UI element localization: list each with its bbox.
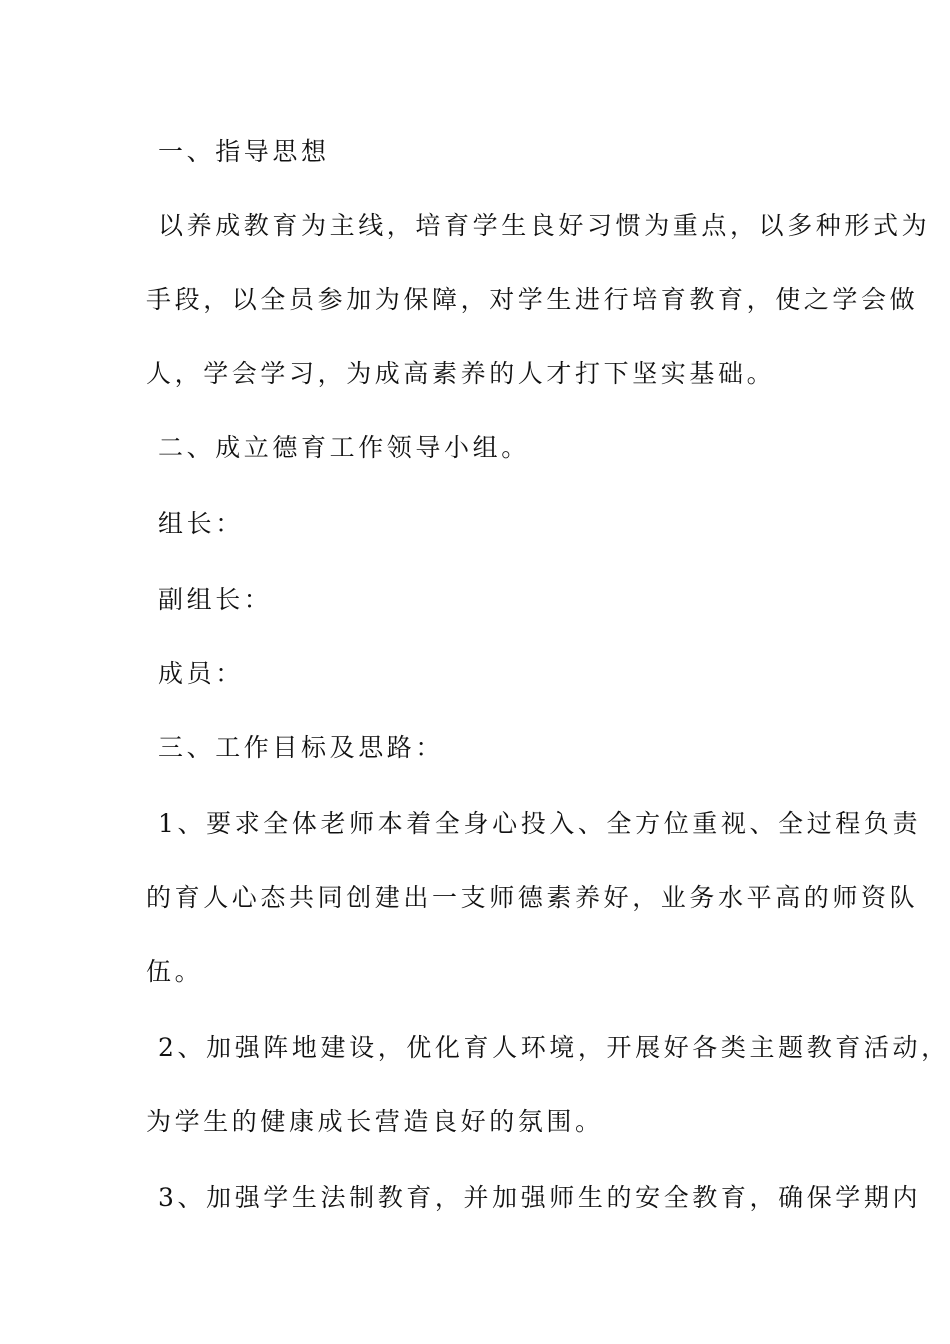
heading-leadership-group: 二、成立德育工作领导小组。 (158, 433, 530, 462)
paragraph-line: 1、要求全体老师本着全身心投入、全方位重视、全过程负责 (158, 809, 922, 838)
deputy-leader-label: 副组长： (158, 585, 273, 614)
heading-work-goals: 三、工作目标及思路： (158, 733, 445, 762)
paragraph-line: 人，学会学习，为成高素养的人才打下坚实基础。 (146, 359, 776, 388)
paragraph-line: 以养成教育为主线，培育学生良好习惯为重点，以多种形式为 (158, 211, 931, 240)
paragraph-line: 手段，以全员参加为保障，对学生进行培育教育，使之学会做 (146, 285, 919, 314)
heading-guiding-thought: 一、指导思想 (158, 137, 330, 166)
paragraph-line: 的育人心态共同创建出一支师德素养好，业务水平高的师资队 (146, 883, 919, 912)
members-label: 成员： (158, 659, 244, 688)
group-leader-label: 组长： (158, 509, 244, 538)
paragraph-line: 伍。 (146, 957, 204, 986)
paragraph-line: 2、加强阵地建设，优化育人环境，开展好各类主题教育活动， (158, 1033, 950, 1062)
paragraph-line: 3、加强学生法制教育，并加强师生的安全教育，确保学期内 (158, 1183, 922, 1212)
paragraph-line: 为学生的健康成长营造良好的氛围。 (146, 1107, 604, 1136)
